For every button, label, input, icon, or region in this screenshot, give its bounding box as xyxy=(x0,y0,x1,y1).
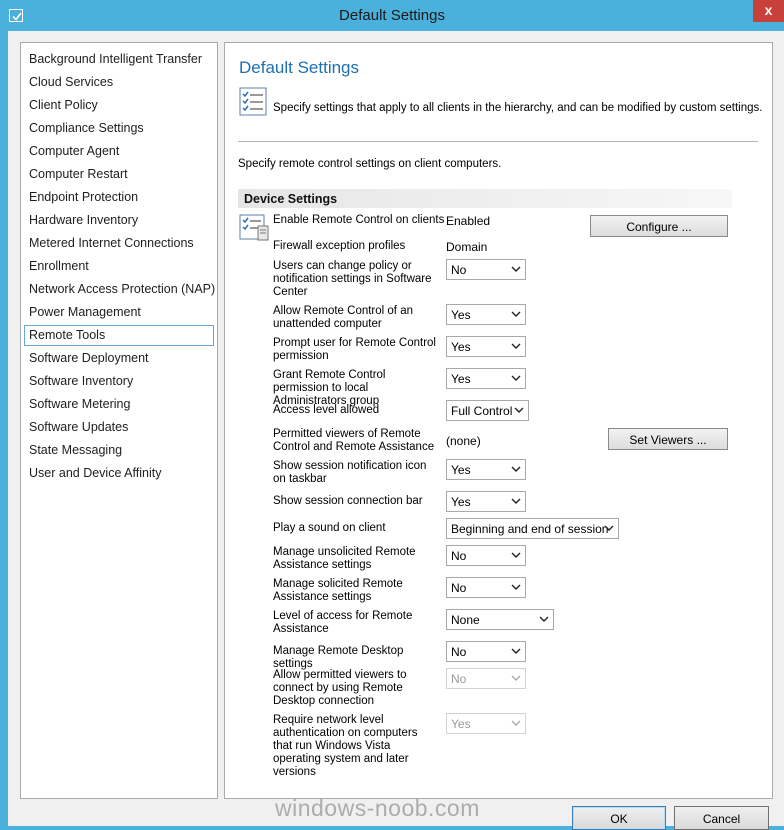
nav-item-user-and-device-affinity[interactable]: User and Device Affinity xyxy=(29,466,162,480)
unsolicited-ra-select[interactable] xyxy=(446,545,526,566)
configure-button-label: Configure ... xyxy=(626,220,692,234)
session-icon-select[interactable] xyxy=(446,459,526,480)
chevron-down-icon xyxy=(511,342,521,351)
chevron-down-icon xyxy=(511,674,521,683)
nav-item-endpoint-protection[interactable]: Endpoint Protection xyxy=(29,190,139,204)
nav-item-software-inventory[interactable]: Software Inventory xyxy=(29,374,134,388)
chevron-down-icon xyxy=(511,719,521,728)
allow-unattended-value: Yes xyxy=(451,308,471,322)
nav-item-computer-agent[interactable]: Computer Agent xyxy=(29,144,120,158)
ra-level-label: Level of access for Remote Assistance xyxy=(273,610,413,635)
chevron-down-icon xyxy=(511,551,521,560)
ra-level-value: None xyxy=(451,613,480,627)
access-level-select[interactable] xyxy=(446,400,529,421)
chevron-down-icon xyxy=(539,615,549,624)
intro-text: Specify settings that apply to all clients in the hierarchy, and can be modified by custom settings. xyxy=(273,102,763,114)
nav-item-software-metering[interactable]: Software Metering xyxy=(29,397,131,411)
nav-item-cloud-services[interactable]: Cloud Services xyxy=(29,75,114,89)
enable-remote-control-label: Enable Remote Control on clients xyxy=(273,214,445,226)
unsolicited-ra-value: No xyxy=(451,549,467,563)
chevron-down-icon xyxy=(511,310,521,319)
nla-value: Yes xyxy=(451,717,471,731)
solicited-ra-value: No xyxy=(451,581,467,595)
chevron-down-icon xyxy=(604,524,614,533)
firewall-profiles-value: Domain xyxy=(446,240,488,254)
users-change-policy-value: No xyxy=(451,263,467,277)
users-change-policy-label: Users can change policy or notification settings in Software Center xyxy=(273,260,432,298)
cancel-button[interactable] xyxy=(674,806,769,830)
nav-item-hardware-inventory[interactable]: Hardware Inventory xyxy=(29,213,139,227)
connection-bar-value: Yes xyxy=(451,495,471,509)
play-sound-value: Beginning and end of session xyxy=(451,522,609,536)
set-viewers-button[interactable] xyxy=(608,428,728,450)
play-sound-label: Play a sound on client xyxy=(273,522,386,534)
rdp-viewers-value: No xyxy=(451,672,467,686)
section-description: Specify remote control settings on client computers. xyxy=(238,158,502,170)
chevron-down-icon xyxy=(511,465,521,474)
nla-select[interactable] xyxy=(446,713,526,734)
rdp-viewers-select[interactable] xyxy=(446,668,526,689)
unsolicited-ra-label: Manage unsolicited Remote Assistance settings xyxy=(273,546,416,571)
prompt-user-label: Prompt user for Remote Control permission xyxy=(273,337,436,362)
nav-item-state-messaging[interactable]: State Messaging xyxy=(29,443,123,457)
rdp-settings-value: No xyxy=(451,645,467,659)
set-viewers-button-label: Set Viewers ... xyxy=(629,433,707,447)
connection-bar-label: Show session connection bar xyxy=(273,495,423,507)
divider xyxy=(238,141,758,142)
nav-item-metered-internet-connections[interactable]: Metered Internet Connections xyxy=(29,236,194,250)
firewall-profiles-label: Firewall exception profiles xyxy=(273,240,406,252)
chevron-down-icon xyxy=(514,406,524,415)
watermark: windows-noob.com xyxy=(275,795,480,821)
checklist-icon xyxy=(237,87,269,117)
cancel-button-label: Cancel xyxy=(702,812,741,826)
settings-checklist-icon xyxy=(238,212,270,242)
nav-item-power-management[interactable]: Power Management xyxy=(29,305,141,319)
rdp-settings-label: Manage Remote Desktop settings xyxy=(273,645,404,670)
solicited-ra-select[interactable] xyxy=(446,577,526,598)
settings-nav-list xyxy=(20,42,218,799)
access-level-label: Access level allowed xyxy=(273,404,380,416)
allow-unattended-label: Allow Remote Control of an unattended computer xyxy=(273,305,413,330)
nav-item-computer-restart[interactable]: Computer Restart xyxy=(29,167,128,181)
permitted-viewers-label: Permitted viewers of Remote Control and Remote Assistance xyxy=(273,428,435,453)
chevron-down-icon xyxy=(511,583,521,592)
grant-admins-label: Grant Remote Control permission to local Administrators group xyxy=(273,369,386,407)
page-title: Default Settings xyxy=(239,58,360,77)
nav-item-background-intelligent-transfer[interactable]: Background Intelligent Transfer xyxy=(29,52,203,66)
rdp-viewers-label: Allow permitted viewers to connect by using Remote Desktop connection xyxy=(273,669,407,707)
access-level-value: Full Control xyxy=(451,404,513,418)
grant-admins-value: Yes xyxy=(451,372,471,386)
rdp-settings-select[interactable] xyxy=(446,641,526,662)
chevron-down-icon xyxy=(511,497,521,506)
nav-item-network-access-protection[interactable]: Network Access Protection (NAP) xyxy=(29,282,216,296)
chevron-down-icon xyxy=(511,647,521,656)
connection-bar-select[interactable] xyxy=(446,491,526,512)
ra-level-select[interactable] xyxy=(446,609,554,630)
prompt-user-value: Yes xyxy=(451,340,471,354)
nav-item-client-policy[interactable]: Client Policy xyxy=(29,98,98,112)
window-title: Default Settings xyxy=(339,7,445,24)
enable-remote-control-value: Enabled xyxy=(446,214,491,228)
play-sound-select[interactable] xyxy=(446,518,619,539)
users-change-policy-select[interactable] xyxy=(446,259,526,280)
close-button[interactable] xyxy=(753,0,784,22)
nav-item-software-updates[interactable]: Software Updates xyxy=(29,420,129,434)
configure-button[interactable] xyxy=(590,215,728,237)
prompt-user-select[interactable] xyxy=(446,336,526,357)
ok-button-label: OK xyxy=(610,812,628,826)
permitted-viewers-value: (none) xyxy=(446,434,481,448)
nav-item-compliance-settings[interactable]: Compliance Settings xyxy=(29,121,144,135)
nav-item-software-deployment[interactable]: Software Deployment xyxy=(29,351,149,365)
title-bar xyxy=(0,0,784,31)
allow-unattended-select[interactable] xyxy=(446,304,526,325)
close-icon: x xyxy=(764,2,773,18)
chevron-down-icon xyxy=(511,265,521,274)
ok-button[interactable] xyxy=(572,806,666,830)
grant-admins-select[interactable] xyxy=(446,368,526,389)
device-settings-title: Device Settings xyxy=(244,192,338,206)
session-icon-value: Yes xyxy=(451,463,471,477)
device-settings-header xyxy=(238,189,732,208)
chevron-down-icon xyxy=(511,374,521,383)
session-icon-label: Show session notification icon on taskbar xyxy=(273,460,427,485)
nla-label: Require network level authentication on computers that run Windows Vista operating system and later versions xyxy=(273,714,418,778)
solicited-ra-label: Manage solicited Remote Assistance settings xyxy=(273,578,403,603)
nav-item-enrollment[interactable]: Enrollment xyxy=(29,259,89,273)
nav-item-remote-tools[interactable]: Remote Tools xyxy=(24,325,214,346)
